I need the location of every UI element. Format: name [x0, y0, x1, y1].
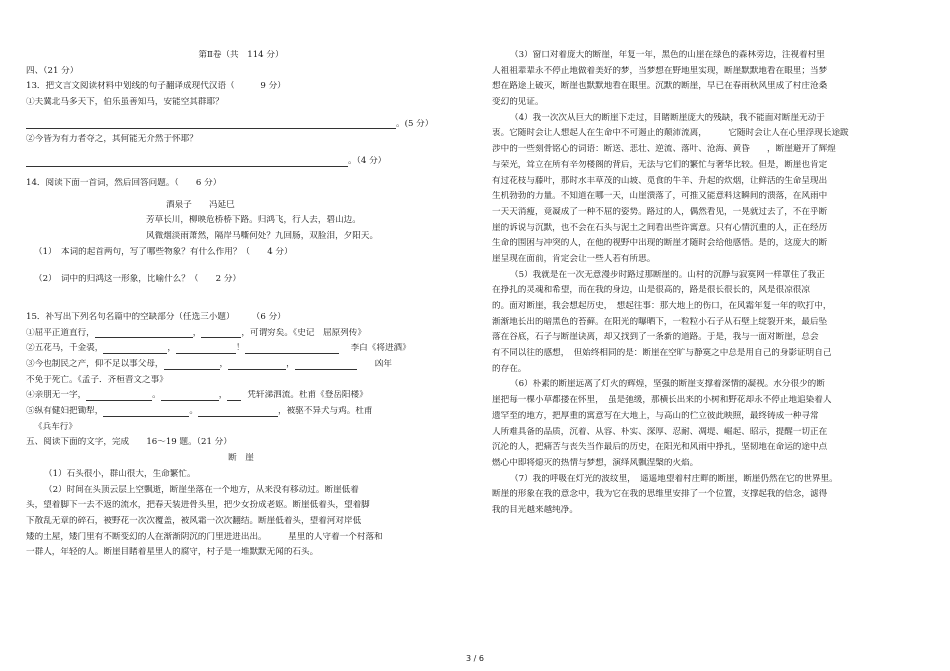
- article-para-line: 遗罕至的地方，把厚重的寓意写在大地上，与高山的伫立彼此映照，最终铸成一种寻常: [492, 410, 819, 421]
- part5-header: 五、阅读下面的文字，完成 16～19 题。（21 分）: [26, 437, 232, 448]
- article-para-line: （5）我就是在一次无意漫步时路过那断崖的。山村的沉静与寂寞网一样罩住了我正: [510, 269, 825, 280]
- article-para-line: （7）我的呼吸在灯光的波纹里， 遥遥地望着村庄畔的断崖，断崖仍然在它的世界里。: [510, 473, 838, 484]
- fill-blank[interactable]: [227, 391, 241, 401]
- right-column: [492, 50, 924, 521]
- article-para-line: 涉中的一些刻骨铭心的词语：断送、悲壮、逆流、落叶、沧海、黄昏 ，断崖避开了辉煌: [492, 144, 836, 155]
- article-para-line: 崖把每一棵小草都搂在怀里， 虽是弛缓，那横长出来的小树和野花却永不停止地追染着人: [492, 395, 832, 406]
- q13-s2-points: 。（4 分）: [348, 156, 387, 167]
- article-para-line: 在挣扎的灵魂和希望，而在我的身边，山是很高的，路是很长很长的，风是很凉很凉: [492, 285, 810, 296]
- q13-s1-points: 。(5 分）: [396, 118, 434, 129]
- q15-text: ②五花马，千金裘，: [26, 343, 104, 354]
- article-para-line: 人祖祖辈辈永不停止地做着美好的梦，当梦想在野地里实现，断崖默默地看在眼里；当梦: [492, 65, 828, 76]
- article-para-line: 衷。它随时会让人想起人在生命中不可遏止的颠沛流离， 它随时会让人在心里浮现长途跋: [492, 128, 849, 139]
- q13-answer-line-1: [26, 119, 456, 135]
- article-para-line: 一天天消瘦，竟凝成了一种不屈的姿势。路过的人，偶然看见，一晃就过去了，不在乎断: [492, 206, 828, 217]
- article-para-line: 有不同以往的感想， 但始终相同的是：断崖在空旷与静寞之中总是用自己的身影证明自己: [492, 348, 832, 359]
- article-para-line: 崖呈现在面前，肯定会让一些人若有所思。: [492, 253, 656, 264]
- q15-text: ①屈平正道直行，: [26, 327, 95, 338]
- article-para-line: 渐渐地长出的暗黑色的苔藓。在阳光的曝晒下，一粒粒小石子从石壁上绽裂开来，最后坠: [492, 316, 828, 327]
- poem-line-2: 风微烟淡雨萧然，隔岸马嘶何处？九回肠，双脸泪，夕阳天。: [146, 230, 379, 241]
- article-para-line: 头，望着脚下一去不返的流水，把春天装进骨头里，把少女扮成老妪。断崖低着头，望着脚: [26, 500, 370, 511]
- q15-line-2: [26, 343, 456, 359]
- fill-blank[interactable]: [176, 344, 236, 354]
- article-para-line: 变幻的见证。: [492, 97, 544, 108]
- article-title: 断 崖: [228, 453, 254, 464]
- section-title: 第Ⅱ卷（共 114 分）: [198, 50, 284, 60]
- fill-blank[interactable]: [201, 328, 241, 338]
- article-para-line: （6）朴素的断崖远离了灯火的辉煌，坚强的断崖支撑着深情的凝视。水分很少的断: [510, 379, 825, 390]
- article-para-line: 的。面对断崖，我会想起历史， 想起往事：那大地上的伤口，在风霜年复一年的吹打中，: [492, 301, 832, 311]
- fill-blank[interactable]: [245, 344, 339, 354]
- q14-sub-1: （1） 本词的起首两句，写了哪些物象？有什么作用？（ 4 分）: [34, 246, 293, 257]
- q15-text: ，: [218, 390, 228, 401]
- article-para-line: 生机勃勃的力量。不知道在哪一天，山崖溃落了，可推又能意料这瞬间的溃落，在风雨中: [492, 191, 828, 202]
- article-para-line: 矮的土屋，矮门里有不断变幻的人在渐渐阴沉的门里进进出出。 星里的人守着一个村落和: [26, 531, 383, 542]
- poem-line-1: 芳草长川，柳映危桥桥下路。归鸿飞，行人去，碧山边。: [146, 215, 361, 226]
- article-para-line: （2）时间在头顶云层上空飘逝，断崖坐落在一个地方，从来没有移动过。断崖低着: [44, 484, 359, 495]
- fill-blank[interactable]: [161, 391, 219, 401]
- q15-text: ，: [167, 343, 176, 354]
- q15-text: ，可谓穷矣。《史记 屈原列传》: [241, 327, 366, 338]
- article-para-line: 落在谷底，石子与断崖诀离，却又找到了一条新的道路。于是，我与一面对断崖，总会: [492, 332, 819, 343]
- answer-blank[interactable]: [26, 119, 396, 129]
- q15-text: ，: [192, 327, 202, 338]
- article-para-line: 下散乱无章的碎石，被野花一次次覆盖，被风霜一次次翻结。断崖低着头，望着河对岸低: [26, 515, 362, 526]
- q13-prompt: 13．把文言文阅读材料中划线的句子翻译成现代汉语（ 9 分）: [26, 81, 286, 92]
- q14-prompt: 14．阅读下面一首词，然后回答问题。（ 6 分）: [26, 177, 222, 188]
- fill-blank[interactable]: [295, 360, 357, 370]
- fill-blank[interactable]: [103, 407, 189, 417]
- q15-line-4: 不免于死亡。《孟子．齐桓晋文之事》: [26, 374, 168, 385]
- q14-sub-2: （2） 词中的归鸿这一形象，比喻什么？（ 2 分）: [34, 274, 242, 285]
- article-para-line: 崖的诉说与沉默，也不会在石头与泥土之间看出些许寓意。只有心情沉重的人，正在经历: [492, 222, 828, 233]
- article-para-line: 沉沦的人，把痛苦与丧失当作最后的历史，在阳光和风雨中挣扎，坚韧地在命运的途中点: [492, 442, 828, 453]
- q15-prompt: 15．补写出下列名句名篇中的空缺部分（任选三小题） （6 分）: [26, 311, 286, 322]
- fill-blank[interactable]: [198, 407, 278, 417]
- article-para-line: 想在路途上破灭，断崖也默默地看在眼里。沉默的断崖，早已在春雨秋风里成了村庄沧桑: [492, 81, 828, 92]
- q15-text: ③今也制民之产，仰不足以事父母，: [26, 359, 164, 369]
- q15-line-3: [26, 359, 456, 375]
- q15-text: ④亲朋无一字，: [26, 390, 87, 401]
- q15-text: ，被驱不异犬与鸡。杜甫: [277, 406, 373, 417]
- fill-blank[interactable]: [103, 344, 167, 354]
- q13-sentence-2: ②今皆为有力者夺之，其何能无介然于怀耶？: [26, 134, 198, 145]
- fill-blank[interactable]: [86, 391, 152, 401]
- part4-header: 四、（21 分）: [26, 65, 79, 76]
- article-para-line: 燃心中即将熄灭的热情与梦想，演绎风飘涅槃的火焰。: [492, 457, 699, 468]
- q15-text: 李白《将进酒》: [350, 343, 411, 354]
- q15-text: 凭轩涕泗流。杜甫《登岳阳楼》: [247, 390, 368, 401]
- q15-line-1: [26, 328, 456, 344]
- q15-text: ，: [286, 359, 295, 369]
- article-para-line: 断崖的形象在我的意念中，我为它在我的思维里安排了一个位置，支撑起我的信念，滤得: [492, 489, 828, 500]
- article-para-line: 与荣光，耸立在所有辛勿楼阁的背后，无法与它们的繁忙与奢华比较。但是，断崖也肯定: [492, 159, 828, 170]
- left-column: [26, 50, 456, 563]
- q15-text: ⑤纵有健妇把锄犁，: [26, 406, 104, 417]
- article-para-line: 我的目光越来越纯净。: [492, 504, 578, 515]
- q13-answer-line-2: [26, 156, 456, 172]
- page-number: 3 / 6: [466, 654, 484, 663]
- article-para-line: 生命的围困与冲突的人，在他的视野中出现的断崖才随时会给他感悟。是的，这庞大的断: [492, 238, 828, 249]
- article-para-line: 一群人，年轻的人。断崖目睹着星里人的腐守，村子是一堆默默无闻的石头。: [26, 547, 319, 558]
- fill-blank[interactable]: [95, 328, 193, 338]
- q13-sentence-1: ①夫冀北马多天下，伯乐虽善知马，安能空其群耶？: [26, 97, 224, 108]
- q15-line-7: 《兵车行》: [34, 421, 77, 432]
- fill-blank[interactable]: [228, 360, 286, 370]
- q15-text: 。: [152, 390, 161, 401]
- fill-blank[interactable]: [164, 360, 220, 370]
- q15-text: ，: [219, 359, 229, 369]
- article-para-line: （3）窗口对着庞大的断崖，年复一年，黑色的山崖在绿色的森林旁边，注视着村里: [510, 50, 825, 60]
- q15-line-5: [26, 390, 456, 406]
- article-para-line: 有过花枝与藤叶，那时水丰草茂的山坡、觅食的牛羊、升起的炊烟，让鲜活的生命呈现出: [492, 175, 828, 186]
- q15-text: 。: [189, 406, 198, 417]
- article-para-line: 人所难具备的品质，沉着、从容、朴实、深厚、忍耐、凋堤、崛起、昭示，提醒一切正在: [492, 426, 828, 437]
- q15-text: 凶年: [374, 359, 392, 369]
- article-para-line: （1）石头很小，群山很大，生命繁忙。: [44, 468, 196, 479]
- q15-text: ！: [235, 343, 245, 354]
- answer-blank[interactable]: [26, 157, 348, 167]
- article-para-line: （4）我一次次从巨大的断崖下走过，目睹断崖庞大的残缺，我不能面对断崖无动于: [510, 112, 825, 123]
- poem-title: 酒泉子 冯延巳: [166, 199, 235, 210]
- article-para-line: 的存在。: [492, 363, 527, 374]
- q15-line-6: [26, 406, 456, 422]
